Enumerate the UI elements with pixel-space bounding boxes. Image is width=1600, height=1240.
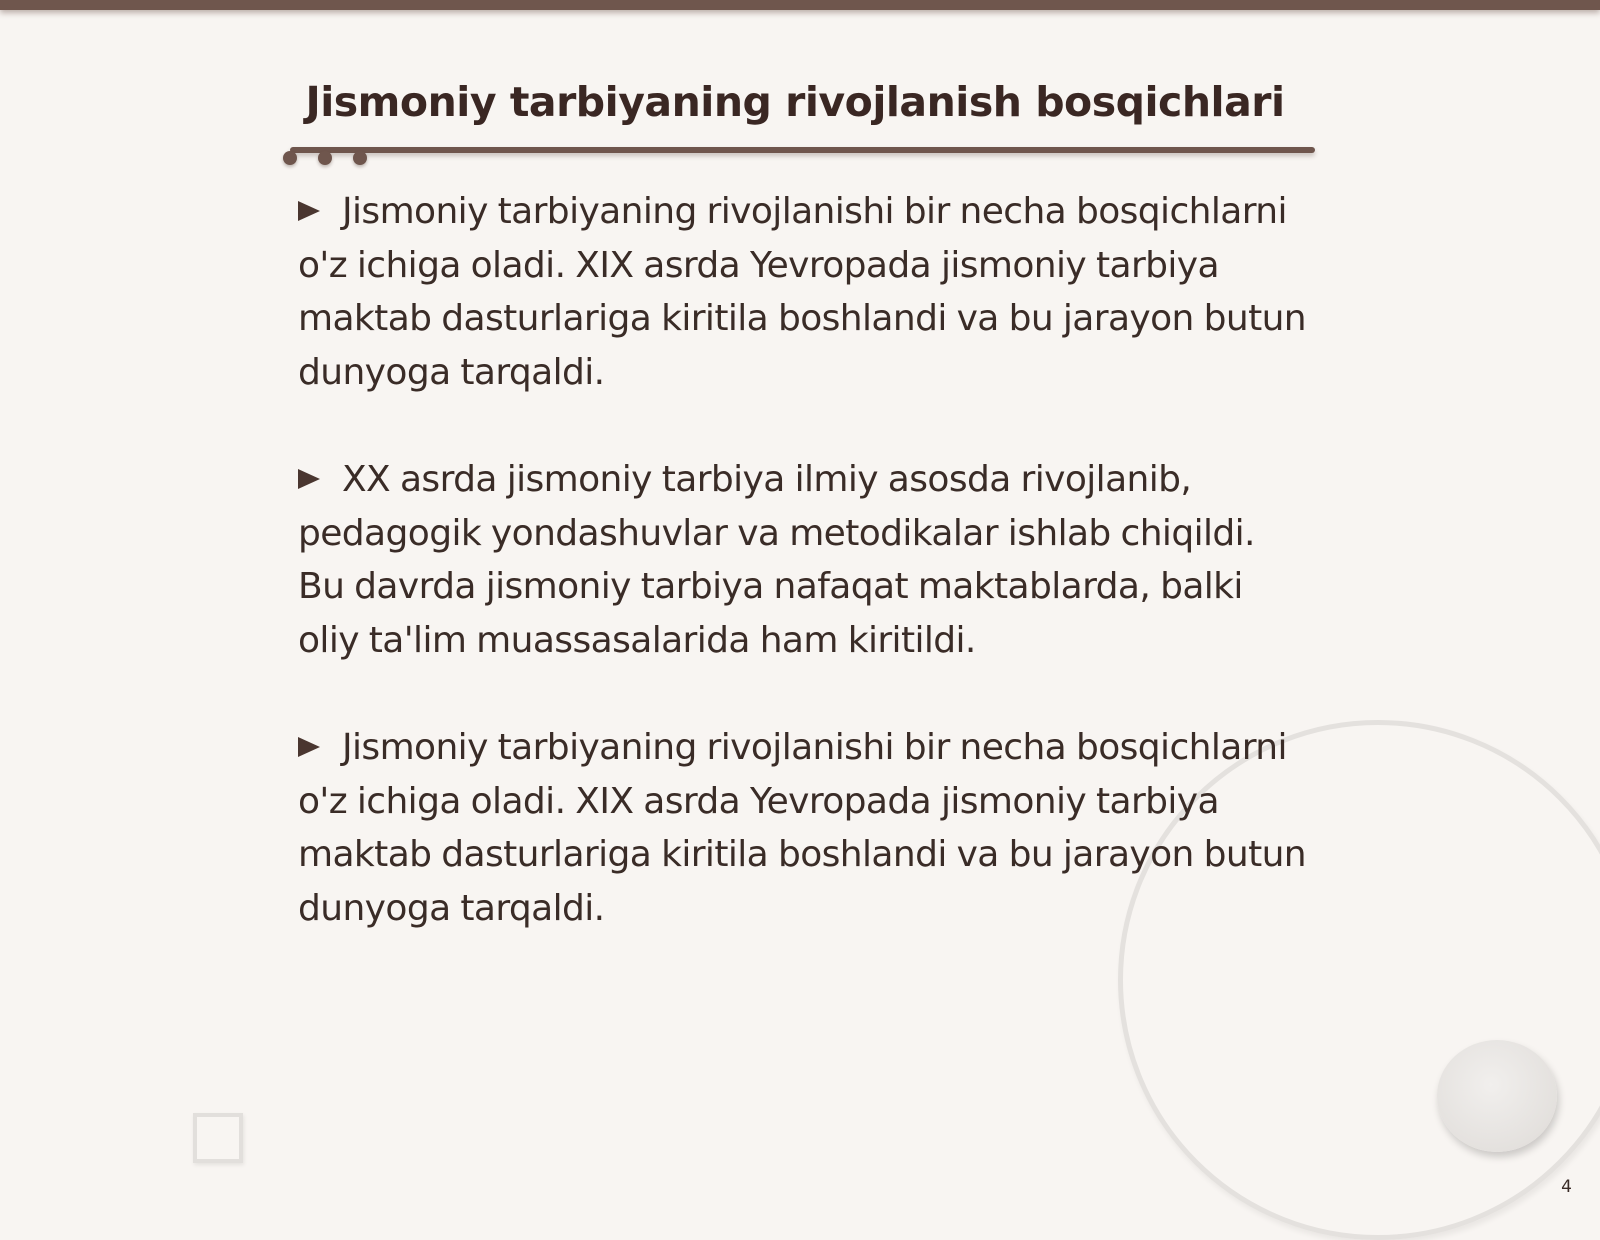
slide-title: Jismoniy tarbiyaning rivojlanish bosqichlari xyxy=(305,78,1285,126)
bullet-item xyxy=(298,453,1308,667)
underline-dot xyxy=(283,151,297,165)
bullet-item xyxy=(298,721,1308,935)
bullet-item xyxy=(298,185,1308,399)
bullet-text: Jismoniy tarbiyaning rivojlanishi bir necha bosqichlarni o'z ichiga oladi. XIX asrda Yevropada jismoniy tarbiya maktab dasturlariga kiritila boshlandi va bu jarayon butun dunyoga tarqaldi. xyxy=(298,727,1307,929)
bullet-text: XX asrda jismoniy tarbiya ilmiy asosda rivojlanib, pedagogik yondashuvlar va metodikalar ishlab chiqildi. Bu davrda jismoniy tarbiya nafaqat maktablarda, balki oliy ta'lim muassasalarida ham kiritildi. xyxy=(298,459,1255,661)
top-accent-bar xyxy=(0,0,1600,10)
right-triangle-icon xyxy=(298,201,320,221)
right-triangle-icon xyxy=(298,737,320,757)
page-number: 4 xyxy=(1561,1177,1572,1197)
bullet-list xyxy=(298,185,1308,989)
bullet-text: Jismoniy tarbiyaning rivojlanishi bir necha bosqichlarni o'z ichiga oladi. XIX asrda Yevropada jismoniy tarbiya maktab dasturlariga kiritila boshlandi va bu jarayon butun dunyoga tarqaldi. xyxy=(298,191,1307,393)
underline-dot xyxy=(318,151,332,165)
right-triangle-icon xyxy=(298,469,320,489)
decorative-disc xyxy=(1437,1040,1557,1152)
decorative-square xyxy=(193,1113,243,1163)
underline-dot xyxy=(353,151,367,165)
title-underline xyxy=(290,147,1315,153)
